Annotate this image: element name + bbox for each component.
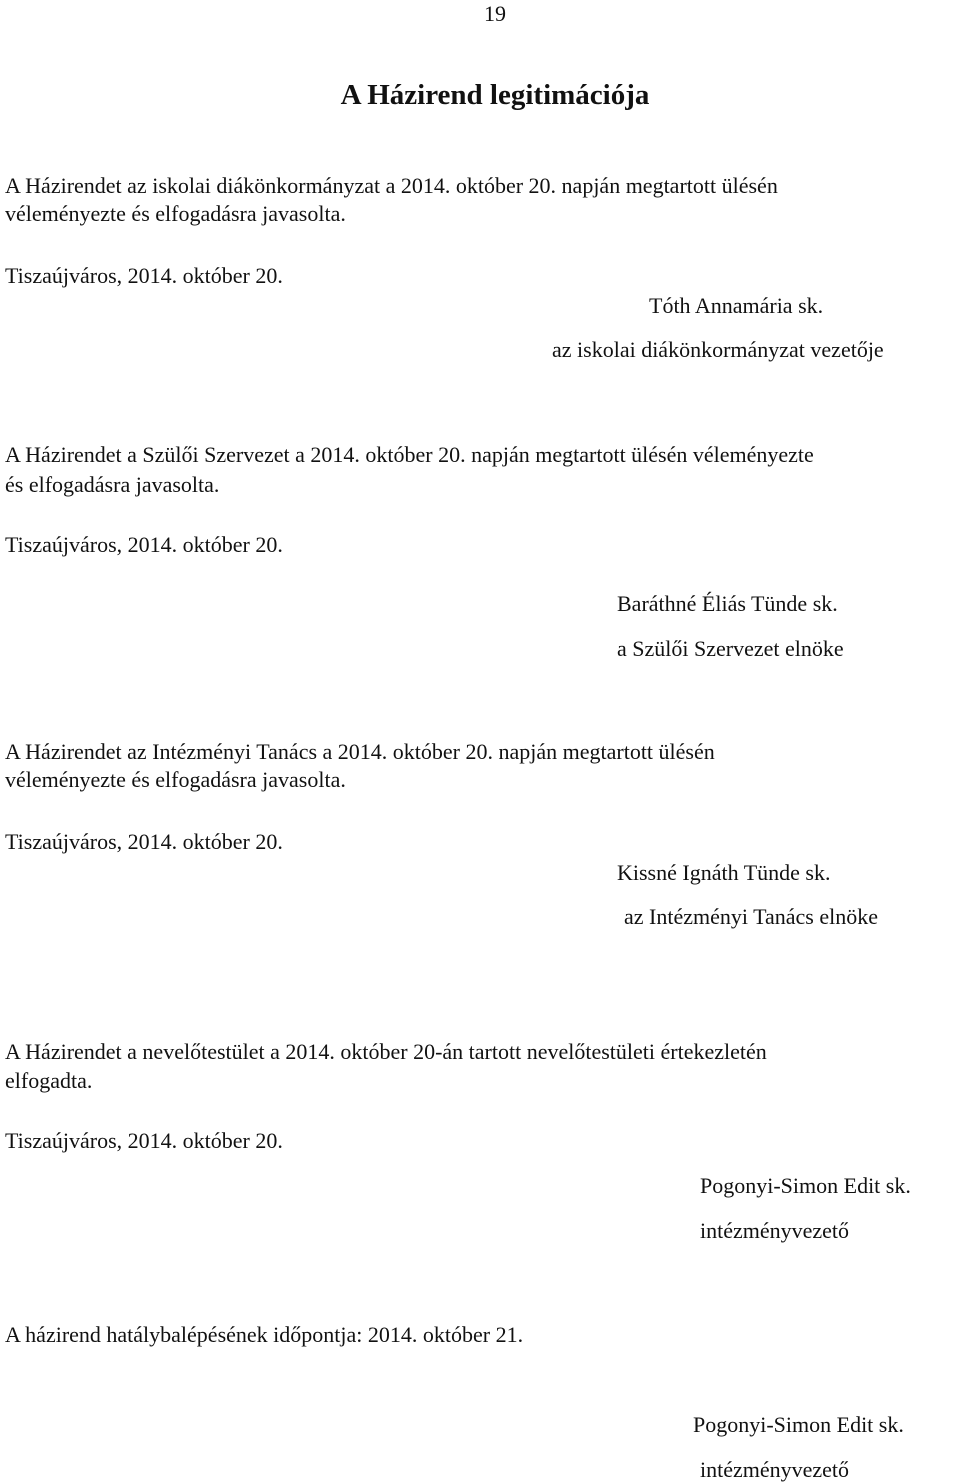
page-number: 19: [484, 1, 506, 26]
statement-line-2: véleményezte és elfogadásra javasolta.: [5, 767, 346, 792]
signer-name: Pogonyi-Simon Edit sk.: [693, 1412, 904, 1437]
signer-role: az iskolai diákönkormányzat vezetője: [552, 337, 884, 362]
place-date: Tiszaújváros, 2014. október 20.: [5, 263, 283, 288]
signer-role: intézményvezető: [700, 1218, 850, 1243]
page-title: A Házirend legitimációja: [340, 79, 650, 111]
statement-line-2: és elfogadásra javasolta.: [5, 472, 220, 497]
signer-name: Pogonyi-Simon Edit sk.: [700, 1173, 911, 1198]
signer-role: intézményvezető: [700, 1457, 850, 1482]
place-date: Tiszaújváros, 2014. október 20.: [5, 1128, 283, 1153]
statement-line-2: véleményezte és elfogadásra javasolta.: [5, 201, 346, 226]
statement-line-1: A Házirendet az Intézményi Tanács a 2014. október 20. napján megtartott ülésén: [5, 739, 715, 764]
statement-line-1: A Házirendet a nevelőtestület a 2014. október 20-án tartott nevelőtestületi értekezletén: [5, 1039, 767, 1064]
effective-date-statement: A házirend hatálybalépésének időpontja: 2014. október 21.: [5, 1322, 524, 1347]
place-date: Tiszaújváros, 2014. október 20.: [5, 532, 283, 557]
signer-name: Baráthné Éliás Tünde sk.: [617, 591, 838, 616]
statement-line-1: A Házirendet a Szülői Szervezet a 2014. október 20. napján megtartott ülésén véleményezte: [5, 442, 814, 467]
signer-role: az Intézményi Tanács elnöke: [624, 904, 878, 929]
statement-line-1: A Házirendet az iskolai diákönkormányzat a 2014. október 20. napján megtartott ülésén: [5, 173, 778, 198]
signer-role: a Szülői Szervezet elnöke: [617, 636, 844, 661]
statement-line-2: elfogadta.: [5, 1068, 93, 1093]
signer-name: Kissné Ignáth Tünde sk.: [617, 860, 831, 885]
signer-name: Tóth Annamária sk.: [649, 293, 824, 318]
place-date: Tiszaújváros, 2014. október 20.: [5, 829, 283, 854]
